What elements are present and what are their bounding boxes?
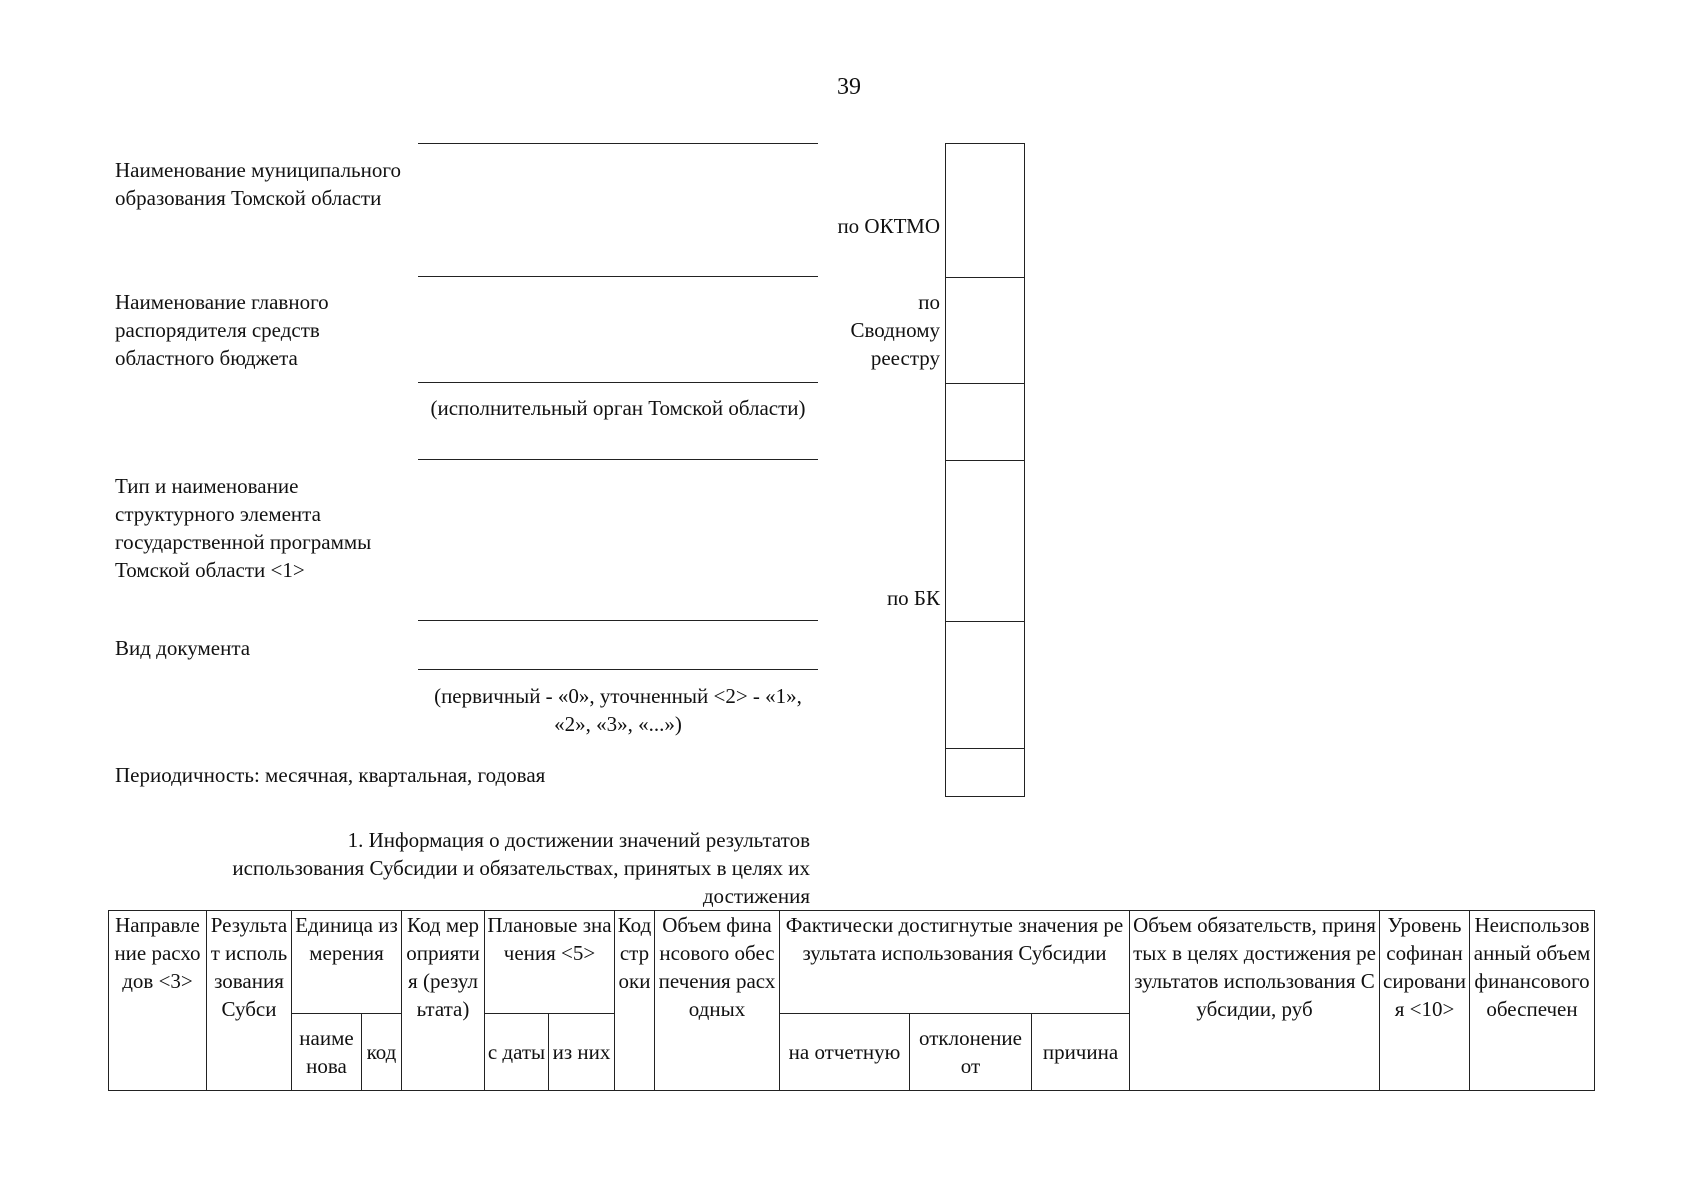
col-plan: Плановые значения <5> xyxy=(485,911,615,1014)
municipality-field-line[interactable] xyxy=(418,276,818,277)
col-unit: Единица измерения xyxy=(292,911,402,1014)
col-financing: Объем финансового обеспечения расходных xyxy=(655,911,780,1091)
structural-element-field-line[interactable] xyxy=(418,620,818,621)
doc-type-field-line[interactable] xyxy=(418,669,818,670)
doc-type-label: Вид документа xyxy=(115,636,251,660)
col-actual-reason: причина xyxy=(1032,1014,1130,1091)
structural-element-label: Тип и наименование структурного элемента государственной программы Томской области <1> xyxy=(115,474,372,582)
col-actual-reporting: на отчетную xyxy=(780,1014,910,1091)
executive-body-bottom-line xyxy=(418,459,818,460)
code-box-divider xyxy=(946,748,1024,749)
col-event-code: Код мероприятия (результата) xyxy=(402,911,485,1091)
code-box xyxy=(945,143,1025,797)
col-cofinancing: Уровень софинансирования <10> xyxy=(1380,911,1470,1091)
periodicity-label: Периодичность: месячная, квартальная, годовая xyxy=(115,763,546,787)
col-actual-deviation: отклонение от xyxy=(910,1014,1032,1091)
municipality-label: Наименование муниципального образования Томской области xyxy=(115,158,401,210)
col-line-code: Код строки xyxy=(615,911,655,1091)
municipality-top-line xyxy=(418,143,818,144)
col-unit-name: наименова xyxy=(292,1014,362,1091)
col-obligations: Объем обязательств, принятых в целях достижения результатов использования Субсидии, руб xyxy=(1130,911,1380,1091)
page-number: 39 xyxy=(837,74,861,100)
doc-type-note: (первичный - «0», уточненный <2> - «1», «2», «3», «...») xyxy=(434,684,802,736)
col-plan-of: из них xyxy=(549,1014,615,1091)
section-title: 1. Информация о достижении значений результатов использования Субсидии и обязательствах, принятых в целях их достижения xyxy=(232,828,810,908)
oktmo-label: по ОКТМО xyxy=(837,214,940,238)
col-direction: Направление расходов <3> xyxy=(109,911,207,1091)
code-box-divider xyxy=(946,277,1024,278)
chief-manager-field-line[interactable] xyxy=(418,382,818,383)
code-box-divider xyxy=(946,621,1024,622)
chief-manager-label: Наименование главного распорядителя средств областного бюджета xyxy=(115,290,329,370)
executive-body-note: (исполнительный орган Томской области) xyxy=(430,396,806,420)
bk-label: по БК xyxy=(886,586,940,610)
col-result: Результат использования Субси xyxy=(207,911,292,1091)
consolidated-registry-label: по Сводному реестру xyxy=(850,290,940,370)
col-unused: Неиспользованный объем финансового обеспечен xyxy=(1470,911,1595,1091)
col-unit-code: код xyxy=(362,1014,402,1091)
code-box-divider xyxy=(946,460,1024,461)
report-table xyxy=(108,910,1595,1091)
col-plan-from: с даты xyxy=(485,1014,549,1091)
code-box-divider xyxy=(946,383,1024,384)
col-actual: Фактически достигнутые значения результата использования Субсидии xyxy=(780,911,1130,1014)
